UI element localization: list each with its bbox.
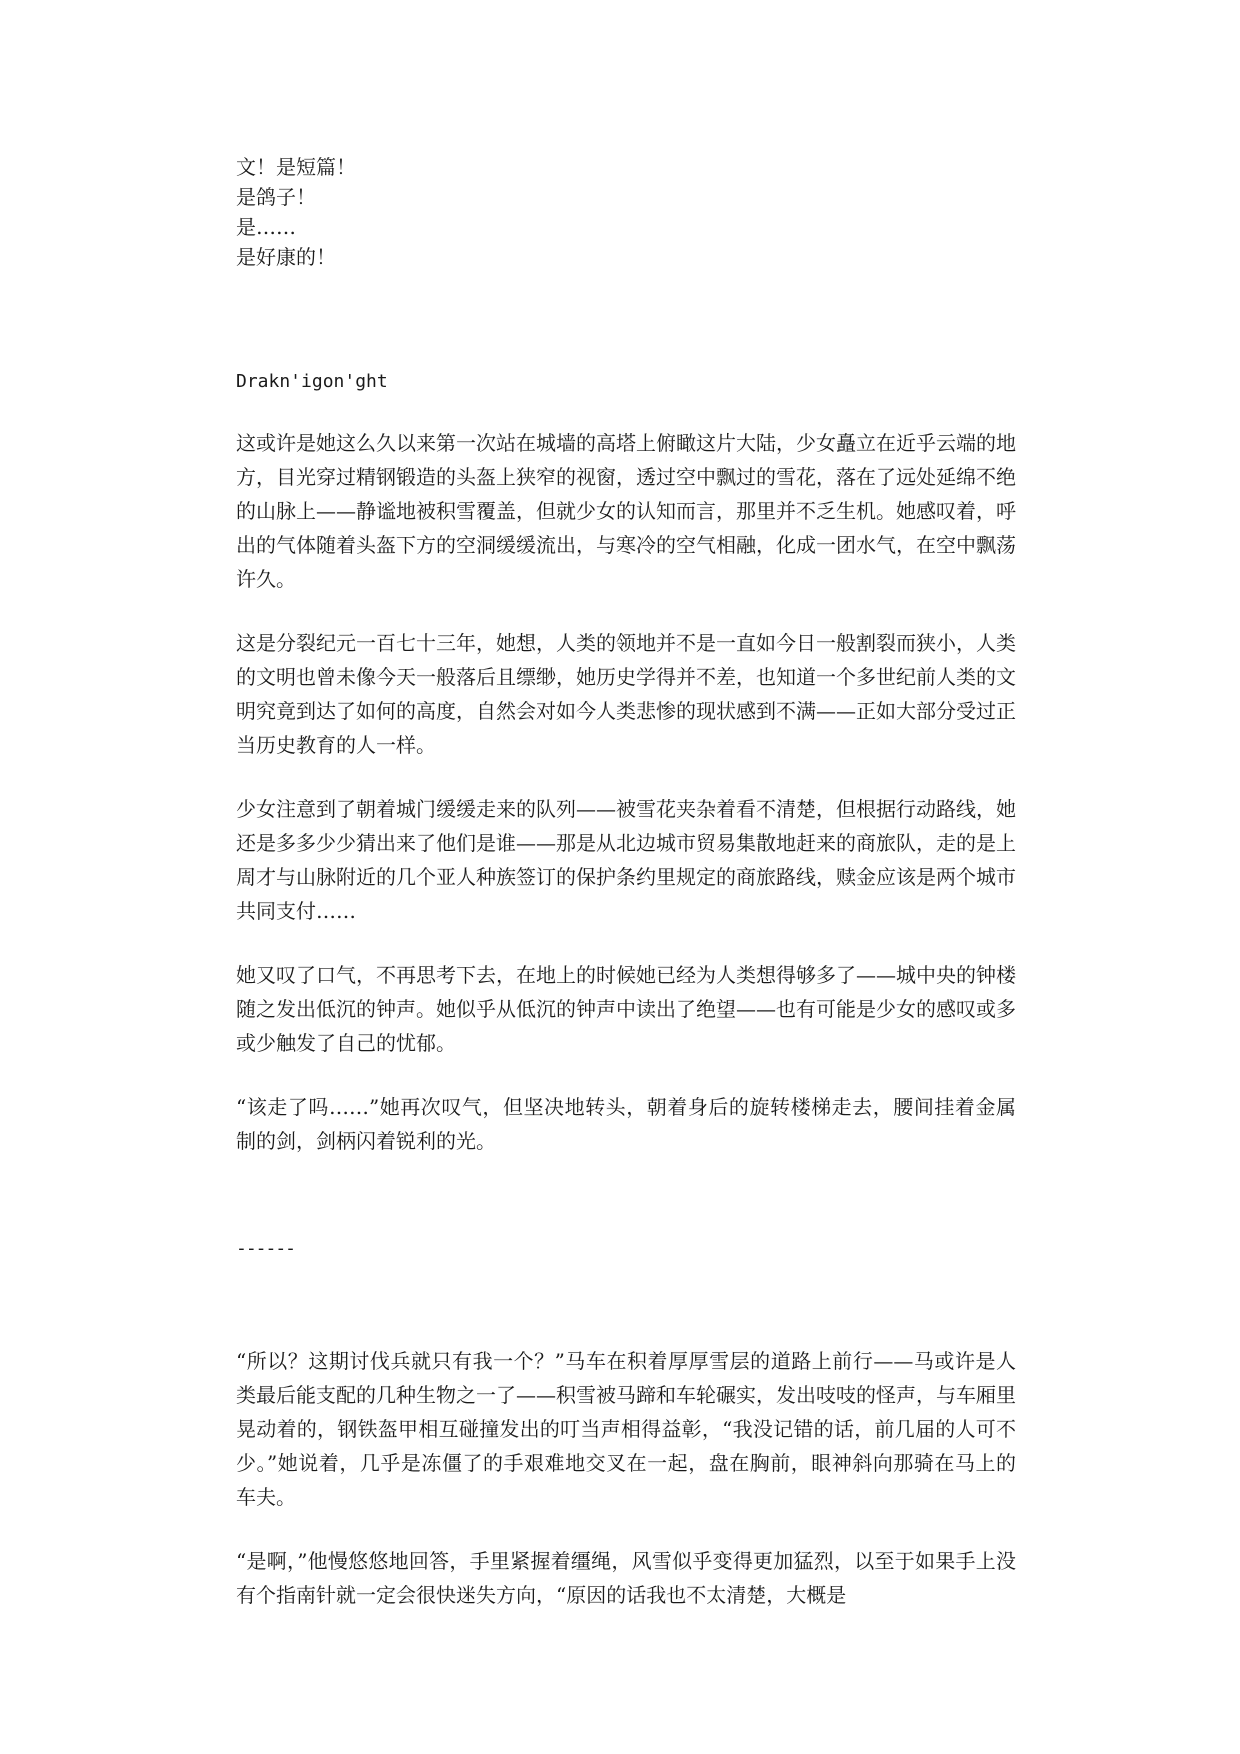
- body-paragraph: 这是分裂纪元一百七十三年，她想，人类的领地并不是一直如今日一般割裂而狭小，人类的文明也曾未像今天一般落后且缥缈，她历史学得并不差，也知道一个多世纪前人类的文明究竟到达了如何的高度，自然会对如今人类悲惨的现状感到不满——正如大部分受过正当历史教育的人一样。: [236, 631, 1016, 757]
- intro-line: 文！是短篇！: [236, 155, 356, 179]
- intro-line: 是……: [236, 215, 296, 239]
- section-one: [236, 426, 1016, 1158]
- section-divider: ------: [236, 1238, 296, 1259]
- intro-line: 是鸽子！: [236, 185, 316, 209]
- section-two: [236, 1344, 1016, 1612]
- body-paragraph: “该走了吗……”她再次叹气，但坚决地转头，朝着身后的旋转楼梯走去，腰间挂着金属制的剑，剑柄闪着锐利的光。: [236, 1095, 1016, 1153]
- work-title: Drakn'igon'ght: [236, 371, 388, 392]
- intro-line: 是好康的！: [236, 245, 336, 269]
- intro-block: [236, 152, 1016, 272]
- body-paragraph: 这或许是她这么久以来第一次站在城墙的高塔上俯瞰这片大陆，少女矗立在近乎云端的地方，目光穿过精钢锻造的头盔上狭窄的视窗，透过空中飘过的雪花，落在了远处延绵不绝的山脉上——静谧地被积雪覆盖，但就少女的认知而言，那里并不乏生机。她感叹着，呼出的气体随着头盔下方的空洞缓缓流出，与寒冷的空气相融，化成一团水气，在空中飘荡许久。: [236, 431, 1016, 591]
- body-paragraph: 少女注意到了朝着城门缓缓走来的队列——被雪花夹杂着看不清楚，但根据行动路线，她还是多多少少猜出来了他们是谁——那是从北边城市贸易集散地赶来的商旅队，走的是上周才与山脉附近的几个亚人种族签订的保护条约里规定的商旅路线，赎金应该是两个城市共同支付……: [236, 797, 1016, 923]
- body-paragraph: “是啊，”他慢悠悠地回答，手里紧握着缰绳，风雪似乎变得更加猛烈，以至于如果手上没有个指南针就一定会很快迷失方向，“原因的话我也不太清楚，大概是: [236, 1549, 1016, 1607]
- body-paragraph: “所以？这期讨伐兵就只有我一个？”马车在积着厚厚雪层的道路上前行——马或许是人类最后能支配的几种生物之一了——积雪被马蹄和车轮碾实，发出吱吱的怪声，与车厢里晃动着的，钢铁盔甲相互碰撞发出的叮当声相得益彰，“我没记错的话，前几届的人可不少。”她说着，几乎是冻僵了的手艰难地交叉在一起，盘在胸前，眼神斜向那骑在马上的车夫。: [236, 1349, 1016, 1509]
- body-paragraph: 她又叹了口气，不再思考下去，在地上的时候她已经为人类想得够多了——城中央的钟楼随之发出低沉的钟声。她似乎从低沉的钟声中读出了绝望——也有可能是少女的感叹或多或少触发了自己的忧郁。: [236, 963, 1016, 1055]
- document-body: [236, 152, 1016, 1612]
